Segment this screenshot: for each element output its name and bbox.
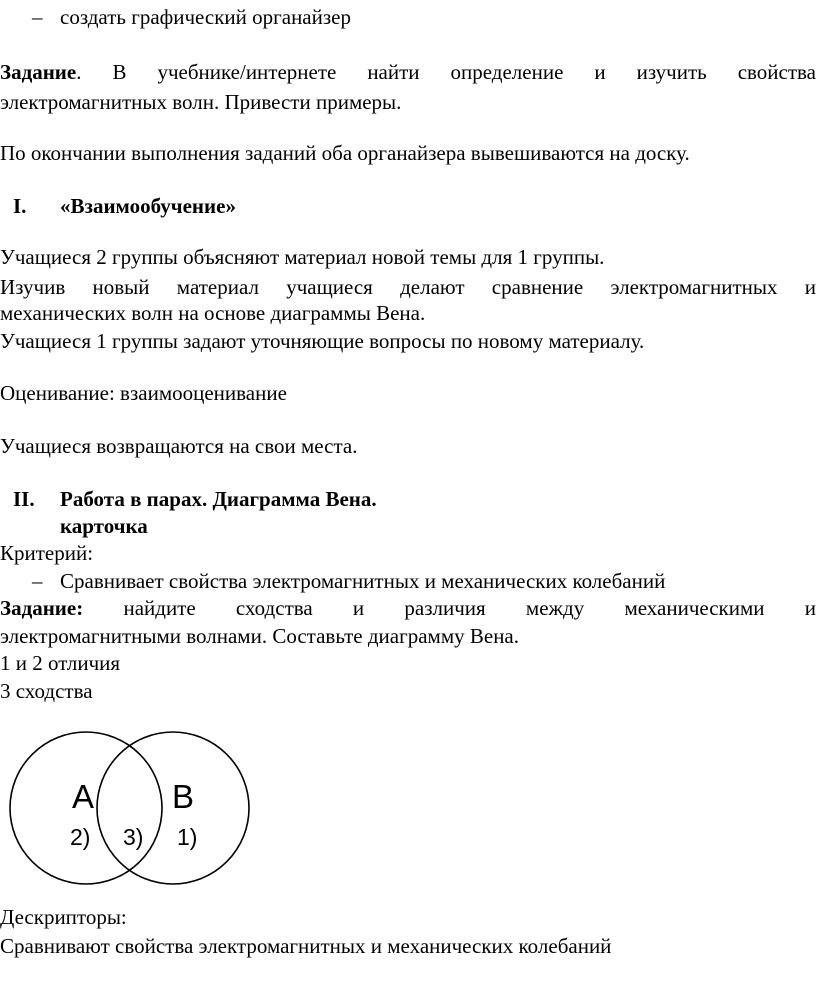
venn-label-b: В: [172, 778, 195, 815]
section2-title: Работа в парах. Диаграмма Вена.: [60, 487, 377, 511]
task2-line1: [0, 593, 816, 623]
task1-line2: электромагнитных волн. Привести примеры.: [0, 90, 402, 114]
task1-text: . В учебнике/интернете найти определение и изучить свойства: [76, 60, 816, 84]
section1-line1: Учащиеся 2 группы объясняют материал новой темы для 1 группы.: [0, 245, 605, 269]
dash-bullet: –: [32, 5, 43, 29]
venn-diagram: [0, 728, 260, 888]
dash-bullet: –: [32, 569, 43, 593]
venn-label-a: А: [72, 778, 95, 815]
task2-line2: электромагнитными волнами. Составьте диаграмму Вена.: [0, 624, 520, 648]
section2-number: II.: [13, 487, 35, 511]
venn-region-overlap: 3): [123, 824, 144, 850]
task1-line1: [0, 57, 816, 87]
return-line: Учащиеся возвращаются на свои места.: [0, 434, 358, 458]
task1-label: Задание: [0, 60, 77, 84]
section1-line4: Учащиеся 1 группы задают уточняющие вопросы по новому материалу.: [0, 329, 645, 353]
task2-text: найдите сходства и различия между механическими и: [83, 596, 816, 620]
task2-label: Задание:: [0, 596, 84, 620]
list-item-text: создать графический органайзер: [60, 5, 351, 29]
section1-number: I.: [13, 194, 27, 218]
section1-title: «Взаимообучение»: [60, 194, 236, 218]
venn-region-b: 1): [177, 824, 198, 850]
organizers-note: По окончании выполнения заданий оба органайзера вывешиваются на доску.: [0, 141, 690, 165]
venn-region-a: 2): [70, 824, 91, 850]
descriptors-text: Сравнивают свойства электромагнитных и механических колебаний: [0, 934, 612, 958]
differences-line: 1 и 2 отличия: [0, 651, 121, 675]
assessment-line: Оценивание: взаимооценивание: [0, 381, 287, 405]
criteria-item-text: Сравнивает свойства электромагнитных и механических колебаний: [60, 569, 666, 593]
descriptors-label: Дескрипторы:: [0, 905, 127, 929]
section2-subtitle: карточка: [60, 514, 148, 538]
criteria-label: Критерий:: [0, 541, 94, 565]
section1-line2: Изучив новый материал учащиеся делают сравнение электромагнитных и: [0, 275, 816, 299]
similarities-line: 3 сходства: [0, 679, 93, 703]
section1-line3: механических волн на основе диаграммы Вена.: [0, 301, 426, 325]
